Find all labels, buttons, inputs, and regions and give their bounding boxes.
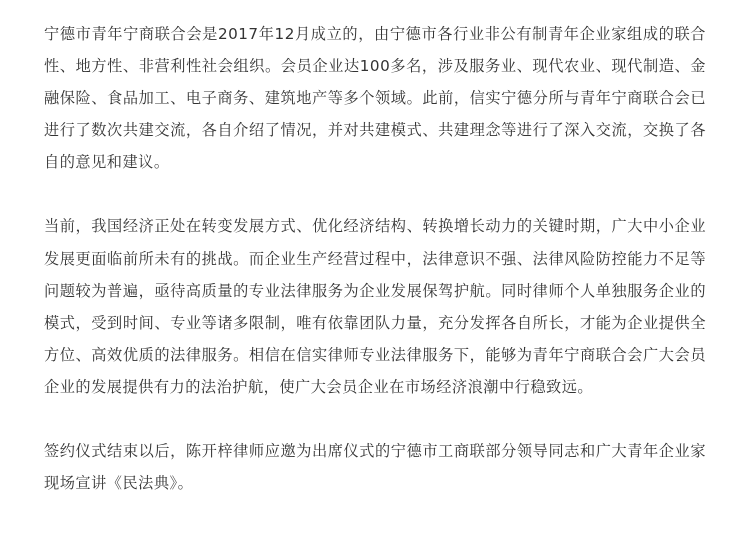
article-body bbox=[44, 18, 706, 499]
paragraph-spacer bbox=[44, 178, 706, 210]
paragraph-1: 宁德市青年宁商联合会是2017年12月成立的，由宁德市各行业非公有制青年企业家组成的联合性、地方性、非营利性社会组织。会员企业达100多名，涉及服务业、现代农业、现代制造、金融保险、食品加工、电子商务、建筑地产等多个领域。此前，信实宁德分所与青年宁商联合会已进行了数次共建交流，各自介绍了情况，并对共建模式、共建理念等进行了深入交流，交换了各自的意见和建议。 bbox=[44, 25, 706, 172]
paragraph-spacer bbox=[44, 403, 706, 435]
paragraph-2: 当前，我国经济正处在转变发展方式、优化经济结构、转换增长动力的关键时期，广大中小企业发展更面临前所未有的挑战。而企业生产经营过程中，法律意识不强、法律风险防控能力不足等问题较为普遍，亟待高质量的专业法律服务为企业发展保驾护航。同时律师个人单独服务企业的模式，受到时间、专业等诸多限制，唯有依靠团队力量，充分发挥各自所长，才能为企业提供全方位、高效优质的法律服务。相信在信实律师专业法律服务下，能够为青年宁商联合会广大会员企业的发展提供有力的法治护航，使广大会员企业在市场经济浪潮中行稳致远。 bbox=[44, 217, 706, 396]
paragraph-3: 签约仪式结束以后，陈开梓律师应邀为出席仪式的宁德市工商联部分领导同志和广大青年企业家现场宣讲《民法典》。 bbox=[44, 442, 706, 493]
